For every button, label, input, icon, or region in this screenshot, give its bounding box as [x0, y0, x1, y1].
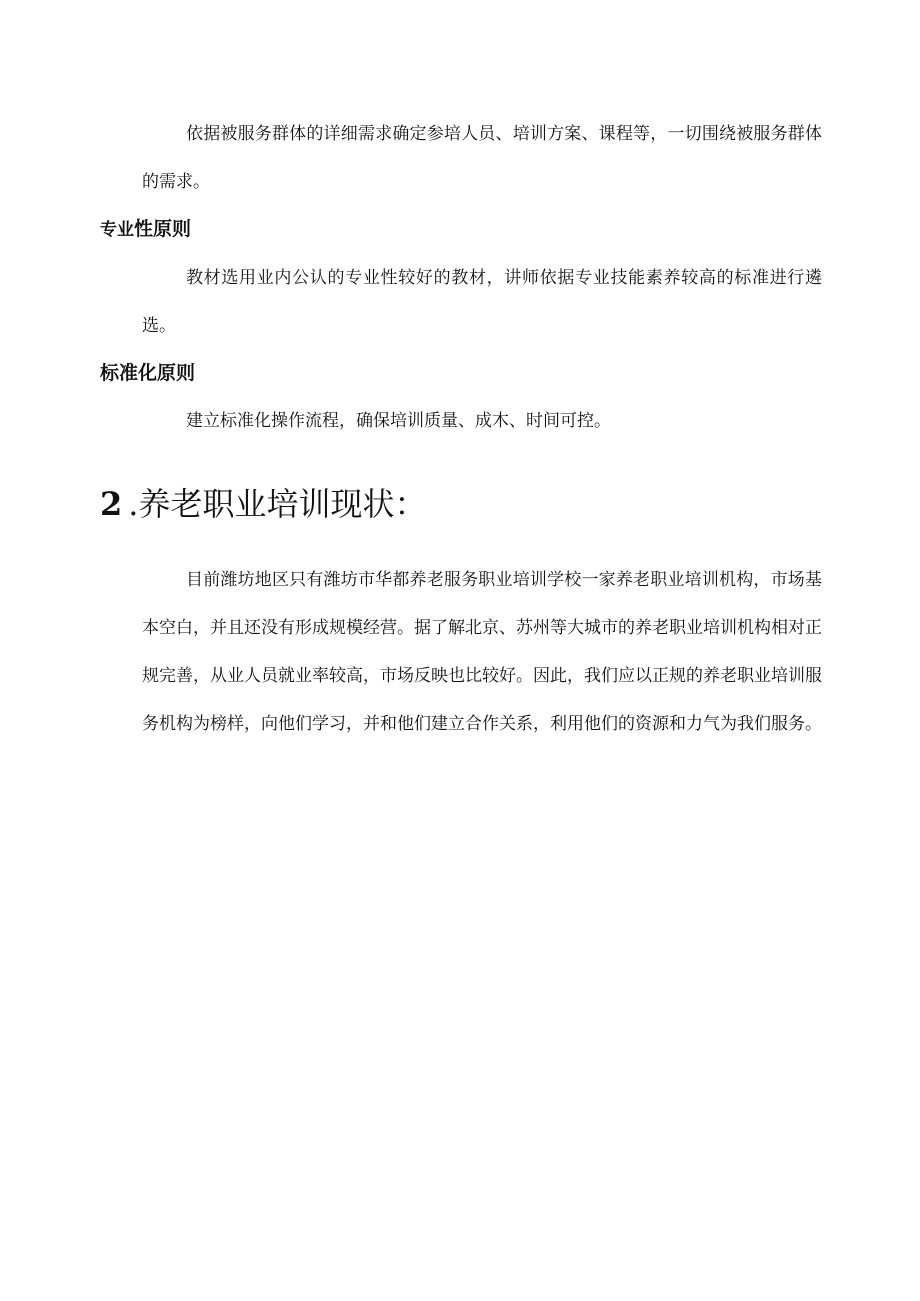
section-title — [100, 482, 426, 526]
section-title-text: .养老职业培训现状： — [128, 485, 427, 523]
heading-professional-suffix: 性原则 — [134, 218, 192, 240]
heading-professional-principle — [100, 216, 191, 243]
paragraph-professional: 教材选用业内公认的专业性较好的教材，讲师依据专业技能素养较高的标准进行遴选。 — [142, 268, 822, 336]
paragraph-standardization: 建立标准化操作流程，确保培训质量、成木、时间可控。 — [186, 411, 611, 431]
section-number: 2 — [100, 485, 123, 523]
heading-professional-prefix: 专业 — [100, 220, 134, 240]
paragraph-service-needs: 依据被服务群体的详细需求确定参培人员、培训方案、课程等，一切围绕被服务群体的需求。 — [142, 124, 822, 192]
heading-standardization-principle: 标准化原则 — [100, 362, 196, 384]
paragraph-training-status: 目前潍坊地区只有潍坊市华都养老服务职业培训学校一家养老职业培训机构，市场基本空白，并且还没有形成规模经营。据了解北京、苏州等大城市的养老职业培训机构相对正规完善，从业人员就业率较高，市场反映也比较好。因此，我们应以正规的养老职业培训服务机构为榜样，向他们学习，并和他们建立合作关系，利用他们的资源和力气为我们服务。 — [142, 570, 822, 734]
